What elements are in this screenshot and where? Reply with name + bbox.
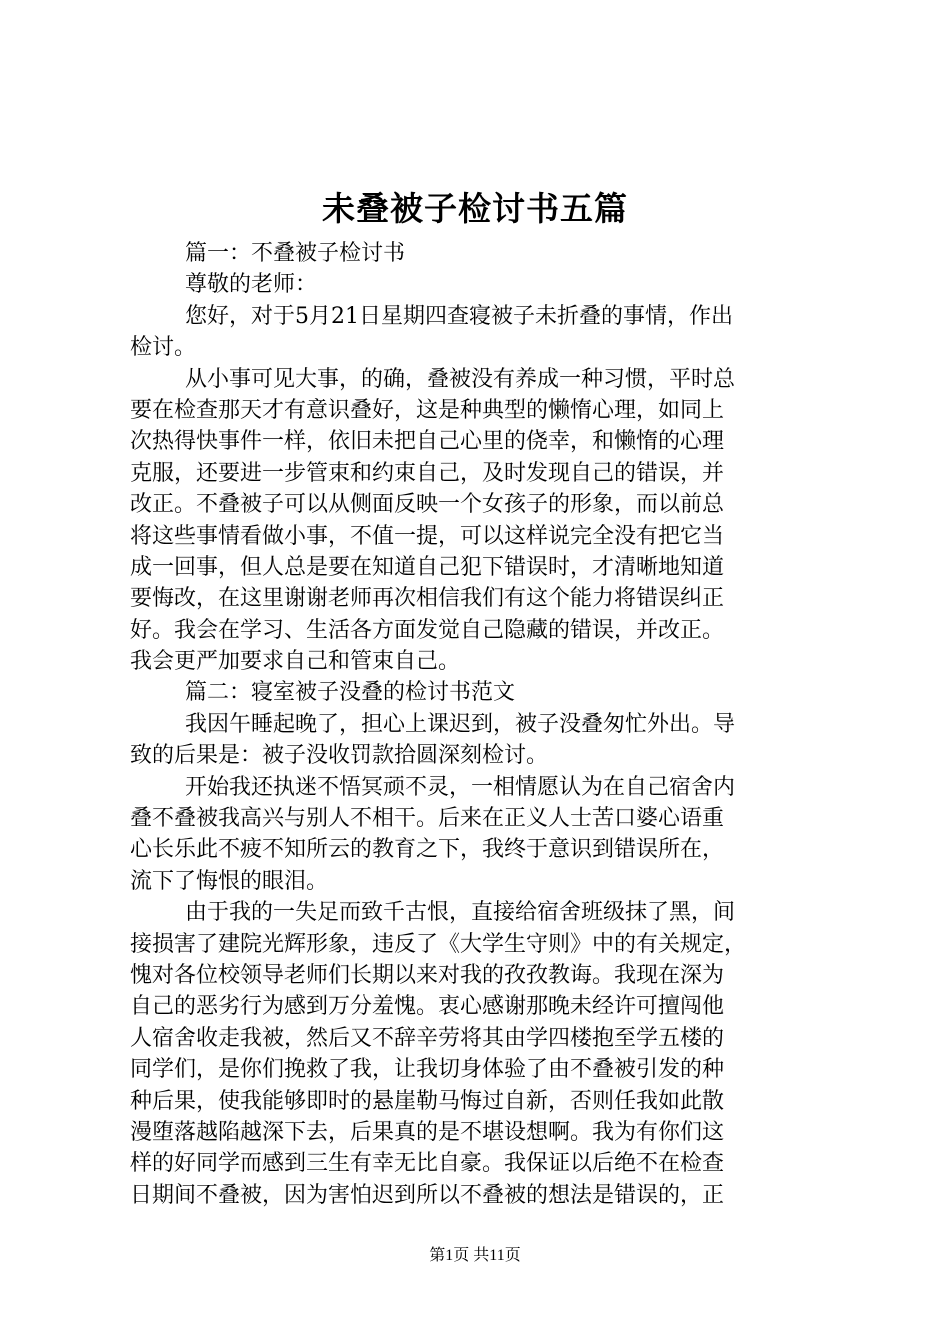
body-line: 心长乐此不疲不知所云的教育之下，我终于意识到错误所在， (130, 837, 725, 863)
body-line: 人宿舍收走我被，然后又不辞辛劳将其由学四楼抱至学五楼的 (130, 1025, 725, 1051)
body-line: 好。我会在学习、生活各方面发觉自己隐藏的错误，并改正。 (130, 617, 725, 643)
body-line: 篇二：寝室被子没叠的检讨书范文 (185, 680, 516, 706)
body-line: 叠不叠被我高兴与别人不相干。后来在正义人士苦口婆心语重 (130, 806, 725, 832)
body-line: 流下了悔恨的眼泪。 (130, 868, 329, 894)
body-line: 自己的恶劣行为感到万分羞愧。衷心感谢那晚未经许可擅闯他 (130, 994, 725, 1020)
body-line: 检讨。 (130, 335, 197, 361)
body-line: 要在检查那天才有意识叠好，这是种典型的懒惰心理，如同上 (130, 397, 725, 423)
body-line: 漫堕落越陷越深下去，后果真的是不堪设想啊。我为有你们这 (130, 1119, 725, 1145)
body-line: 改正。不叠被子可以从侧面反映一个女孩子的形象，而以前总 (130, 492, 725, 518)
body-line: 次热得快事件一样，依旧未把自己心里的侥幸，和懒惰的心理 (130, 429, 725, 455)
body-line: 我会更严加要求自己和管束自己。 (130, 649, 461, 675)
body-line: 成一回事，但人总是要在知道自己犯下错误时，才清晰地知道 (130, 554, 725, 580)
body-line: 尊敬的老师： (185, 272, 318, 298)
body-line: 将这些事情看做小事，不值一提，可以这样说完全没有把它当 (130, 523, 725, 549)
body-line: 样的好同学而感到三生有幸无比自豪。我保证以后绝不在检查 (130, 1151, 725, 1177)
body-line: 接损害了建院光辉形象，违反了《大学生守则》中的有关规定， (130, 931, 747, 957)
body-line: 您好，对于5月21日星期四查寝被子未折叠的事情，作出 (185, 303, 733, 329)
document-body (130, 238, 830, 1211)
body-line: 愧对各位校领导老师们长期以来对我的孜孜教诲。我现在深为 (130, 962, 725, 988)
body-line: 篇一：不叠被子检讨书 (185, 241, 406, 266)
body-line: 从小事可见大事，的确，叠被没有养成一种习惯，平时总 (185, 366, 736, 392)
body-line: 开始我还执迷不悟冥顽不灵，一相情愿认为在自己宿舍内 (185, 774, 736, 800)
body-line: 克服，还要进一步管束和约束自己，及时发现自己的错误，并 (130, 460, 725, 486)
document-title: 未叠被子检讨书五篇 (322, 189, 628, 228)
body-line: 致的后果是：被子没收罚款拾圆深刻检讨。 (130, 743, 549, 769)
body-line: 要悔改，在这里谢谢老师再次相信我们有这个能力将错误纠正 (130, 586, 725, 612)
body-line: 种后果，使我能够即时的悬崖勒马悔过自新，否则任我如此散 (130, 1088, 725, 1114)
body-line: 同学们，是你们挽救了我，让我切身体验了由不叠被引发的种 (130, 1057, 725, 1083)
body-line: 由于我的一失足而致千古恨，直接给宿舍班级抹了黑，间 (185, 900, 736, 926)
page-footer: 第1页 共11页 (429, 1247, 521, 1264)
body-line: 日期间不叠被，因为害怕迟到所以不叠被的想法是错误的，正 (130, 1182, 725, 1208)
body-line: 我因午睡起晚了，担心上课迟到，被子没叠匆忙外出。导 (185, 711, 736, 737)
